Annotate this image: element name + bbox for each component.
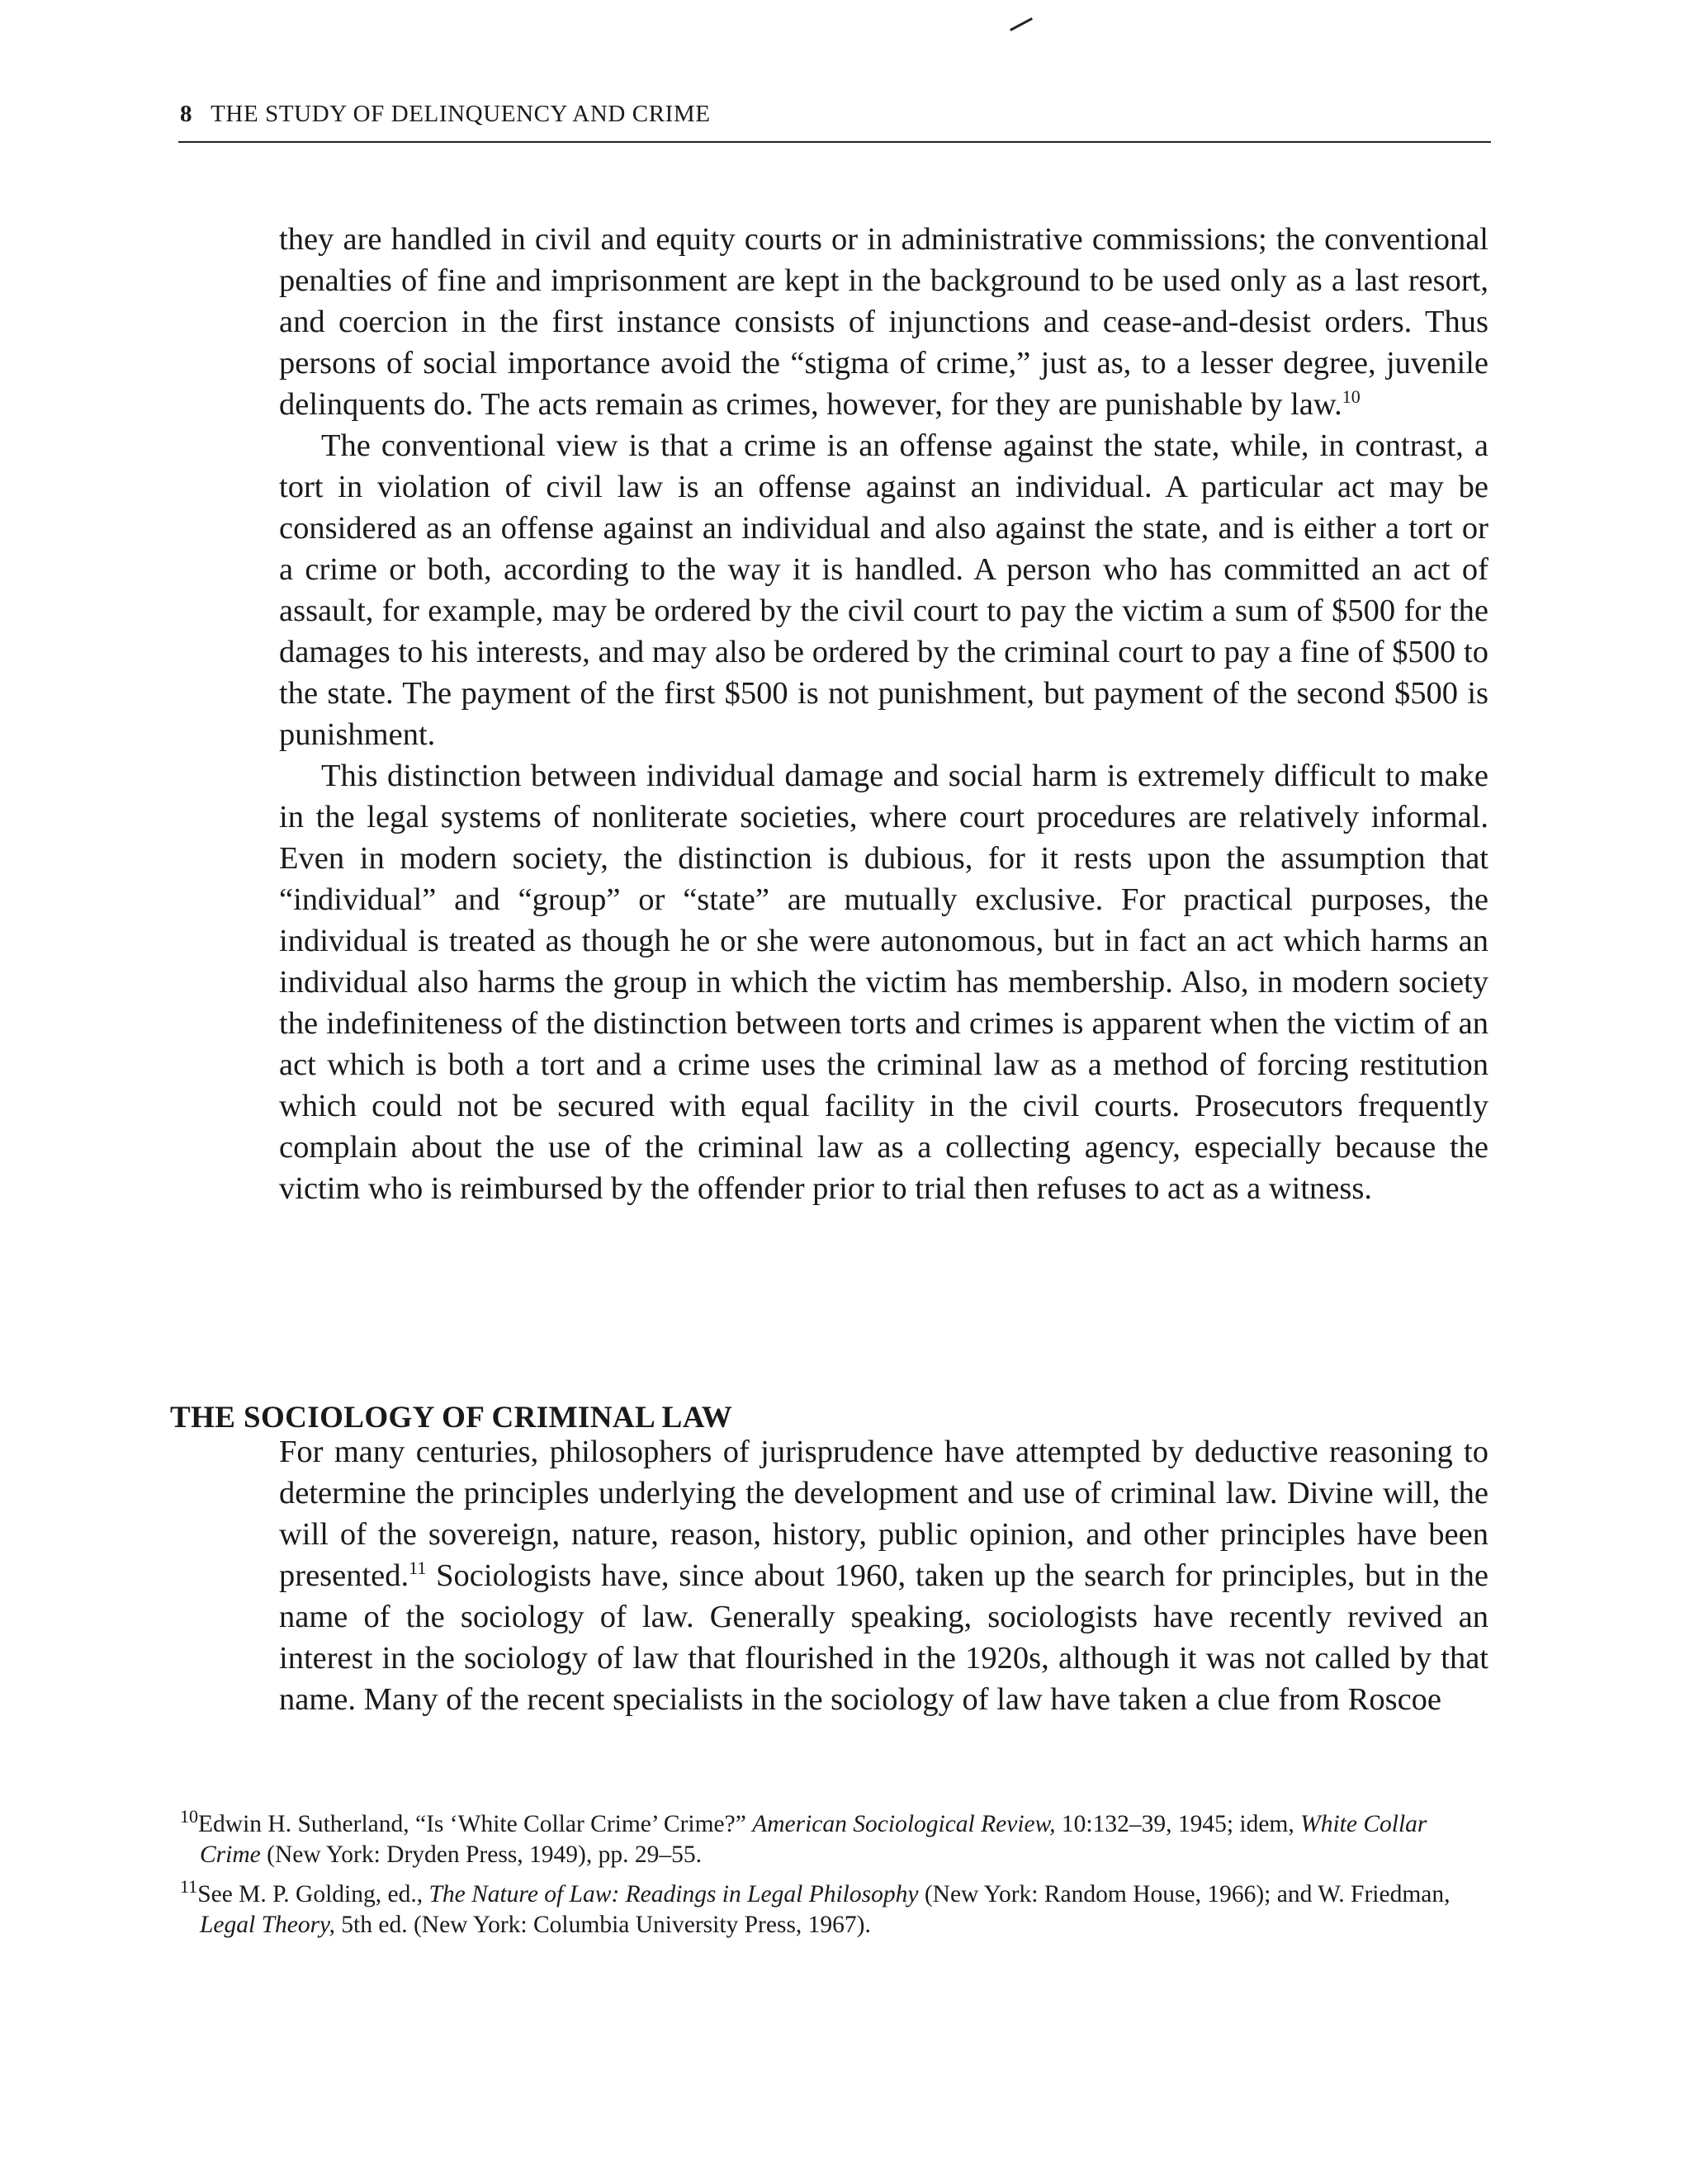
running-header	[180, 101, 711, 128]
footnote-10	[180, 1806, 1493, 1870]
section-heading: THE SOCIOLOGY OF CRIMINAL LAW	[170, 1401, 733, 1435]
footnote-text: (New York: Random House, 1966); and W. Friedman,	[918, 1881, 1451, 1907]
paragraph-continued	[279, 219, 1488, 425]
body-text-block	[279, 219, 1488, 1209]
paragraph-individual-damage: This distinction between individual damage and social harm is extremely difficult to make in the legal systems of nonliterate societies, where court procedures are relatively informal. Even in modern society, the distinction is dubious, for it rests upon the assumption that “individual” and “group” or “state” are mutually exclusive. For practical purposes, the individual is treated as though he or she were autonomous, but in fact an act which harms an individual also harms the group in which the victim has membership. Also, in modern society the indefiniteness of the distinction between torts and crimes is apparent when the victim of an act which is both a tort and a crime uses the criminal law as a method of forcing restitution which could not be secured with equal facility in the civil courts. Prosecutors frequently complain about the use of the criminal law as a collecting agency, especially because the victim who is reimbursed by the offender prior to trial then refuses to act as a witness.	[279, 759, 1488, 1206]
footnote-ref-11[interactable]: 11	[409, 1558, 427, 1579]
footnote-number: 11	[180, 1876, 198, 1898]
footnote-text: See M. P. Golding, ed.,	[197, 1881, 429, 1907]
footnote-text: 10:132–39, 1945; idem,	[1055, 1811, 1301, 1837]
footnote-11	[180, 1876, 1493, 1941]
footnote-ref-10[interactable]: 10	[1342, 386, 1361, 408]
header-rule	[178, 141, 1491, 143]
book-title: Legal Theory,	[200, 1912, 335, 1938]
paragraph-tort-vs-crime: The conventional view is that a crime is an offense against the state, while, in contrast, a tort in violation of civil law is an offense against an individual. A particular act may be considered as an offense against an individual and also against the state, and is either a tort or a crime or both, according to the way it is handled. A person who has committed an act of assault, for example, may be ordered by the civil court to pay the victim a sum of $500 for the damages to his interests, and may also be ordered by the criminal court to pay a fine of $500 to the state. The payment of the first $500 is not punishment, but payment of the second $500 is punishment.	[279, 428, 1488, 752]
footnote-number: 10	[180, 1806, 198, 1827]
footnote-text: Edwin H. Sutherland, “Is ‘White Collar Crime’ Crime?”	[198, 1811, 753, 1837]
book-title: White Collar Crime	[200, 1811, 1427, 1868]
paragraph-text: For many centuries, philosophers of jurisprudence have attempted by deductive reasoning to determine the principles underlying the development and use of criminal law. Divine will, the will of the sovereign, nature, reason, history, public opinion, and other principles have been presented.	[279, 1435, 1488, 1593]
running-title: THE STUDY OF DELINQUENCY AND CRIME	[211, 101, 711, 127]
footnote-text: (New York: Dryden Press, 1949), pp. 29–55.	[260, 1841, 703, 1868]
paragraph-text: they are handled in civil and equity courts or in administrative commissions; the conventional penalties of fine and imprisonment are kept in the background to be used only as a last resort, and coercion in the first instance consists of injunctions and cease-and-desist orders. Thus persons of social importance avoid the “stigma of crime,” just as, to a lesser degree, juvenile delinquents do. The acts remain as crimes, however, for they are punishable by law.	[279, 222, 1488, 422]
paragraph-text: Sociologists have, since about 1960, taken up the search for principles, but in the name of the sociology of law. Generally speaking, sociologists have recently revived an interest in the sociology of law that flourished in the 1920s, although it was not called by that name. Many of the recent specialists in the sociology of law have taken a clue from Roscoe	[279, 1558, 1488, 1717]
footnote-text: 5th ed. (New York: Columbia University Press, 1967).	[334, 1912, 871, 1938]
paragraph-sociology-of-law	[279, 1431, 1488, 1720]
book-title: The Nature of Law: Readings in Legal Philosophy	[428, 1881, 919, 1907]
journal-title: American Sociological Review,	[752, 1811, 1056, 1837]
section-body-text	[279, 1431, 1488, 1720]
page-number: 8	[180, 101, 193, 127]
footnotes	[180, 1806, 1493, 1950]
pen-mark	[1010, 17, 1033, 31]
